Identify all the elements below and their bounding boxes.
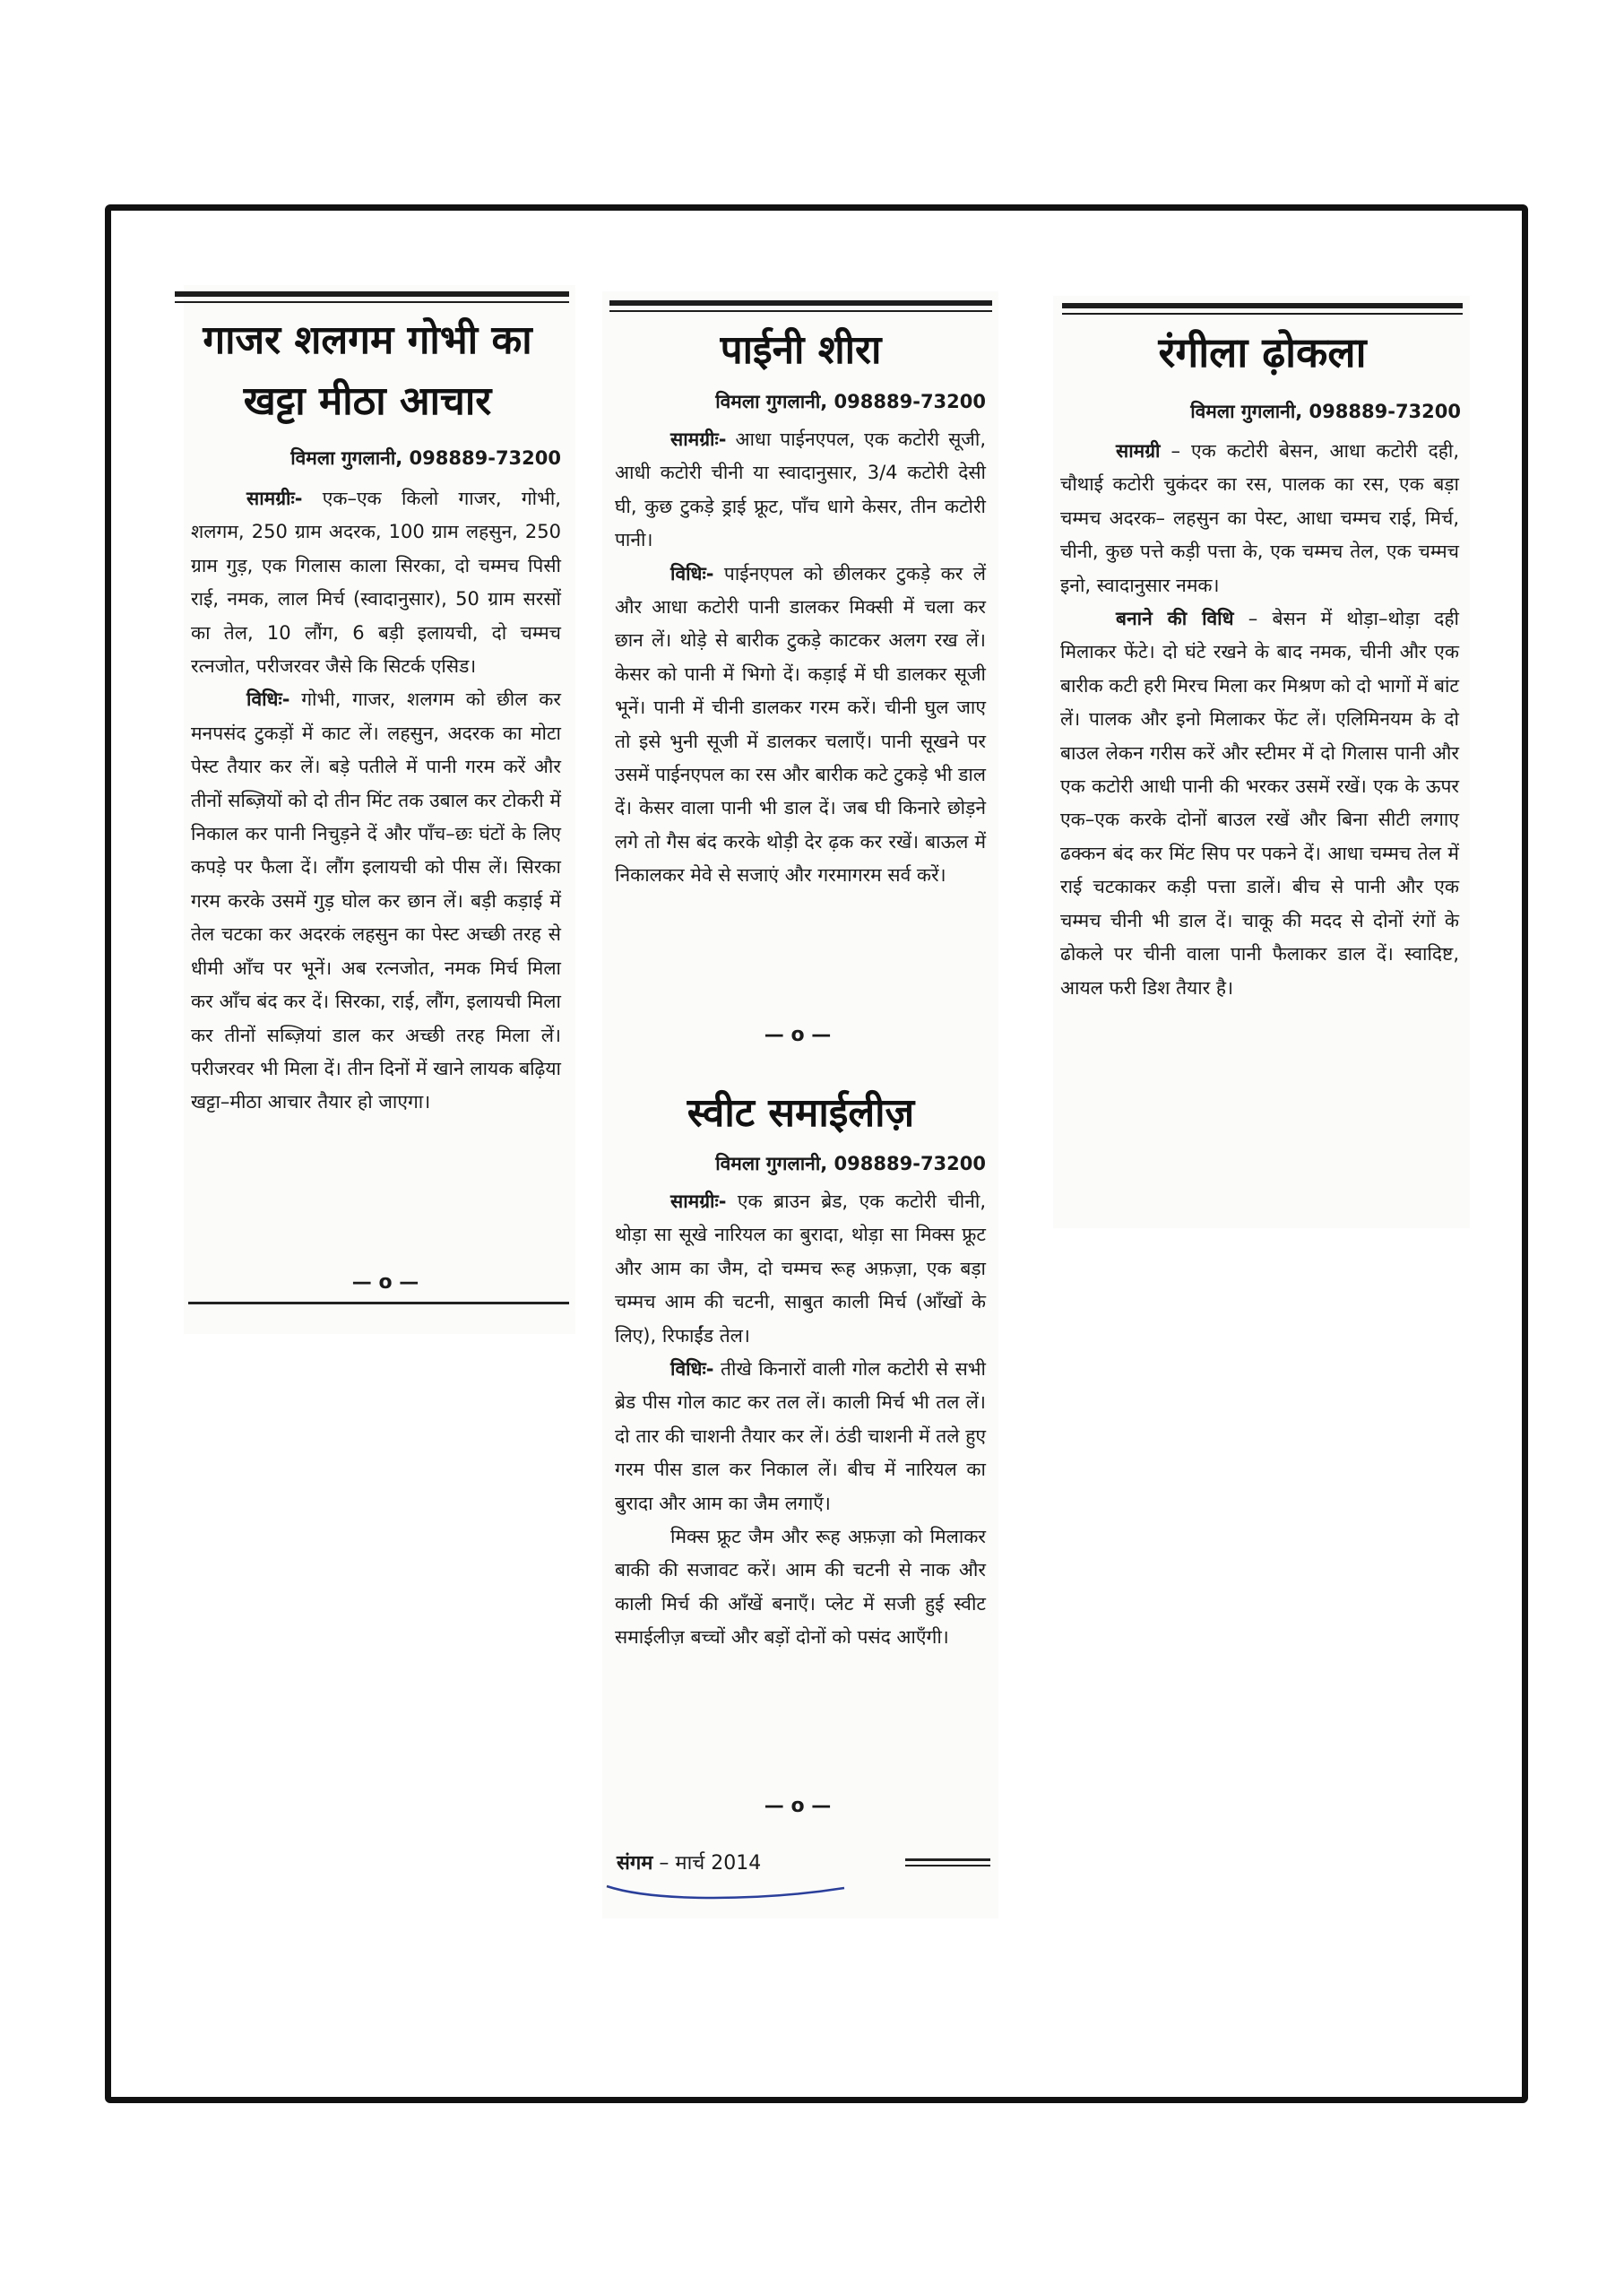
ingredients-text: – एक कटोरी बेसन, आधा कटोरी दही, चौथाई कटोरी चुकंदर का रस, पालक का रस, एक बड़ा चम्मच अदरक– लहसुन का पेस्ट, आधा चम्मच राई, मिर्च, चीनी, कुछ पत्ते कड़ी पत्ता के, एक चम्मच तेल, एक चम्मच इनो, स्वादानुसार नमक।: [1060, 440, 1459, 596]
top-rule: [175, 291, 569, 297]
ingredients-text: एक–एक किलो गाजर, गोभी, शलगम, 250 ग्राम अदरक, 100 ग्राम लहसुन, 250 ग्राम गुड़, एक गिलास काला सिरका, दो चम्मच पिसी राई, नमक, लाल मिर्च (स्वादानुसार), 50 ग्राम सरसों का तेल, 10 लौंग, 6 बड़ी इलायची, दो चम्मच रत्नजोत, परीजरवर जैसे कि सिटर्क एसिड।: [191, 488, 561, 678]
method-text: – बेसन में थोड़ा–थोड़ा दही मिलाकर फेंटे। दो घंटे रखने के बाद नमक, चीनी और एक बारीक कटी हरी मिरच मिला कर मिश्रण को दो भागों में बांट लें। पालक और इनो मिलाकर फेंट लें। एलिमिनयम के दो बाउल लेकन गरीस करें और स्टीमर में दो गिलास पानी और एक कटोरी आधी पानी की भरकर उसमें रखें। एक के ऊपर एक–एक करके दोनों बाउल रखें और बिना सीटी लगाए ढक्कन बंद कर मिंट सिप पर पकने दें। आधा चम्मच तेल में राई चटकाकर कड़ी पत्ता डालें। बीच से पानी और एक चम्मच चीनी भी डाल दें। चाकू की मदद से दोनों रंगों के ढोकले पर चीनी वाला पानी फैलाकर डाल दें। स्वादिष्ट, आयल फरी डिश तैयार है।: [1060, 608, 1459, 999]
pen-underline: [602, 1875, 853, 1902]
recipe-title: रंगीला ढ़ोकला: [1158, 328, 1367, 377]
ingredients-label: सामग्रीः-: [670, 429, 727, 450]
ingredients-label: सामग्रीः-: [246, 488, 303, 509]
ingredients-text: आधा पाईनएपल, एक कटोरी सूजी, आधी कटोरी चीनी या स्वादानुसार, 3/4 कटोरी देसी घी, कुछ टुकड़े ड्राई फ्रूट, पाँच धागे केसर, तीन कटोरी पानी।: [615, 429, 986, 551]
ingredients-label: सामग्रीः-: [670, 1191, 727, 1212]
top-rule: [609, 300, 992, 306]
recipe-body: [615, 1185, 986, 1655]
method-label: विधिः-: [670, 562, 714, 585]
method-text: गोभी, गाजर, शलगम को छील कर मनपसंद टुकड़ों में काट लें। लहसुन, अदरक का मोटा पेस्ट तैयार कर लें। बड़े पतीले में पानी गरम करें और तीनों सब्ज़ियों को दो तीन मिंट तक उबाल कर टोकरी में निकाल कर पानी निचुड़ने दें और पाँच–छः घंटों के लिए कपड़े पर फैला दें। लौंग इलायची को पीस लें। सिरका गरम करके उसमें गुड़ घोल कर छान लें। बड़ी कड़ाई में तेल चटका कर अदरकं लहसुन का पेस्ट अच्छी तरह से धीमी आँच पर भूनें। अब रत्नजोत, नमक मिर्च मिला कर आँच बंद कर दें। सिरका, राई, लौंग, इलायची मिला कर तीनों सब्ज़ियां डाल कर अच्छी तरह मिला लें। परीजरवर भी मिला दें। तीन दिनों में खाने लायक बढ़िया खट्टा–मीठा आचार तैयार हो जाएगा।: [191, 688, 561, 1113]
recipe-body: [191, 482, 561, 1120]
recipe-body: [1060, 435, 1459, 1005]
end-mark: — o —: [764, 1795, 832, 1817]
bottom-rule: [188, 1302, 569, 1304]
footer-magazine: [617, 1849, 761, 1875]
recipe-title: पाईनी शीरा: [720, 327, 882, 373]
top-rule: [1062, 303, 1463, 308]
recipe-title-line2: खट्टा मीठा आचार: [243, 378, 492, 424]
magazine-name: संगम: [617, 1852, 653, 1875]
end-mark: — o —: [764, 1024, 832, 1046]
end-mark: — o —: [351, 1271, 419, 1294]
method-text-2: मिक्स फ्रूट जैम और रूह अफ़ज़ा को मिलाकर बाकी की सजावट करें। आम की चटनी से नाक और काली मिर्च की आँखें बनाएँ। प्लेट में सजी हुई स्वीट समाईलीज़ बच्चों और बड़ों दोनों को पसंद आएँगी।: [615, 1526, 986, 1649]
issue-date: – मार्च 2014: [652, 1852, 762, 1875]
method-text: पाईनएपल को छीलकर टुकड़े कर लें और आधा कटोरी पानी डालकर मिक्सी में चला कर छान लें। थोड़े से बारीक टुकड़े काटकर अलग रख लें। केसर को पानी में भिगो दें। कड़ाई में घी डालकर सूजी भूनें। पानी में चीनी डालकर गरम करें। चीनी घुल जाए तो इसे भुनी सूजी में डालकर चलाएँ। पानी सूखने पर उसमें पाईनएपल का रस और बारीक कटे टुकड़े भी डाल दें। केसर वाला पानी भी डाल दें। जब घी किनारे छोड़ने लगे तो गैस बंद करके थोड़ी देर ढ़क कर रखें। बाऊल में निकालकर मेवे से सजाएं और गरमागरम सर्व करें।: [615, 562, 986, 887]
ingredients-text: एक ब्राउन ब्रेड, एक कटोरी चीनी, थोड़ा सा सूखे नारियल का बुरादा, थोड़ा सा मिक्स फ्रूट और आम का जैम, दो चम्मच रूह अफ़ज़ा, एक बड़ा चम्मच आम की चटनी, साबुत काली मिर्च (आँखों के लिए), रिफाईंड तेल।: [615, 1191, 986, 1347]
method-text: तीखे किनारों वाली गोल कटोरी से सभी ब्रेड पीस गोल काट कर तल लें। काली मिर्च भी तल लें। दो तार की चाशनी तैयार कर लें। ठंडी चाशनी में तले हुए गरम पीस डाल कर निकाल लें। बीच में नारियल का बुरादा और आम का जैम लगाएँ।: [615, 1358, 986, 1514]
ingredients-label: सामग्री: [1116, 440, 1161, 462]
method-label: विधिः-: [670, 1358, 714, 1381]
recipe-author: विमला गुगलानी, 098889-73200: [715, 391, 986, 412]
recipe-title: स्वीट समाईलीज़: [687, 1090, 915, 1136]
recipe-title-line1: गाजर शलगम गोभी का: [203, 317, 532, 363]
recipe-body: [615, 423, 986, 893]
footer-rule: [905, 1858, 990, 1861]
recipe-author: विमला गुगलानी, 098889-73200: [290, 447, 561, 469]
method-label: बनाने की विधि: [1116, 608, 1234, 630]
recipe-author: विमला गुगलानी, 098889-73200: [715, 1153, 986, 1174]
recipe-author: विमला गुगलानी, 098889-73200: [1190, 401, 1461, 422]
footer-rule: [905, 1865, 990, 1866]
method-label: विधिः-: [246, 688, 290, 711]
